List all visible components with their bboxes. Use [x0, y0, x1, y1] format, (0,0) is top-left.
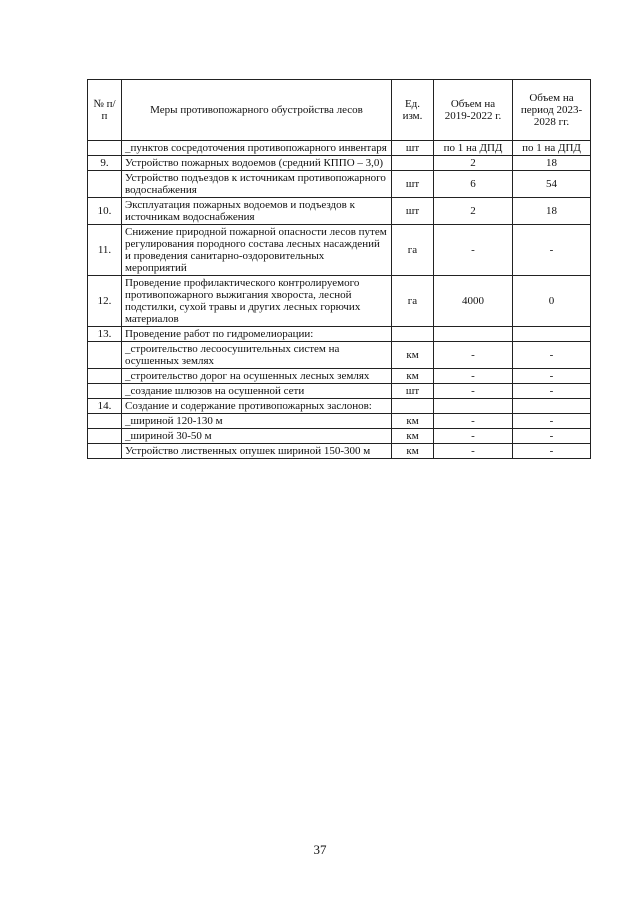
row-volume-2019-2022: 6 [434, 171, 513, 198]
row-measure: _шириной 30-50 м [122, 429, 392, 444]
row-measure: Эксплуатация пожарных водоемов и подъездов к источникам водоснабжения [122, 198, 392, 225]
row-volume-2023-2028: по 1 на ДПД [513, 141, 591, 156]
table-row [88, 198, 591, 225]
table-row [88, 429, 591, 444]
row-measure: _строительство дорог на осушенных лесных землях [122, 369, 392, 384]
row-unit: шт [392, 384, 434, 399]
row-measure: Устройство подъездов к источникам противопожарного водоснабжения [122, 171, 392, 198]
row-volume-2019-2022: - [434, 225, 513, 276]
table-row [88, 171, 591, 198]
row-volume-2019-2022: - [434, 342, 513, 369]
row-unit: шт [392, 141, 434, 156]
header-measure: Меры противопожарного обустройства лесов [122, 80, 392, 141]
header-unit: Ед. изм. [392, 80, 434, 141]
row-volume-2019-2022: - [434, 384, 513, 399]
table-row [88, 399, 591, 414]
row-volume-2023-2028: 54 [513, 171, 591, 198]
row-measure: Проведение профилактического контролируемого противопожарного выжигания хвороста, лесной подстилки, сухой травы и других лесных горючих материалов [122, 276, 392, 327]
table-row [88, 156, 591, 171]
header-volume-2023-2028: Объем на период 2023-2028 гг. [513, 80, 591, 141]
row-volume-2023-2028 [513, 399, 591, 414]
row-measure: Устройство пожарных водоемов (средний КППО – 3,0) [122, 156, 392, 171]
row-number [88, 384, 122, 399]
header-volume-2019-2022: Объем на 2019-2022 г. [434, 80, 513, 141]
row-number [88, 444, 122, 459]
row-volume-2019-2022: - [434, 414, 513, 429]
row-measure: Создание и содержание противопожарных заслонов: [122, 399, 392, 414]
row-number: 14. [88, 399, 122, 414]
row-unit: км [392, 369, 434, 384]
row-measure: Устройство лиственных опушек шириной 150-300 м [122, 444, 392, 459]
row-unit [392, 399, 434, 414]
row-volume-2023-2028: 18 [513, 156, 591, 171]
table-row [88, 225, 591, 276]
row-volume-2019-2022: - [434, 369, 513, 384]
row-number [88, 171, 122, 198]
row-unit [392, 327, 434, 342]
table-row [88, 342, 591, 369]
row-volume-2019-2022: - [434, 429, 513, 444]
row-volume-2023-2028: - [513, 342, 591, 369]
row-unit: км [392, 414, 434, 429]
row-unit: км [392, 342, 434, 369]
row-number: 12. [88, 276, 122, 327]
row-volume-2019-2022: 2 [434, 198, 513, 225]
row-volume-2019-2022: по 1 на ДПД [434, 141, 513, 156]
row-number [88, 414, 122, 429]
row-volume-2019-2022 [434, 399, 513, 414]
row-measure: Снижение природной пожарной опасности лесов путем регулирования породного состава лесных насаждений и проведения санитарно-оздоровительных мероприятий [122, 225, 392, 276]
row-unit: га [392, 276, 434, 327]
row-number: 9. [88, 156, 122, 171]
row-measure: _создание шлюзов на осушенной сети [122, 384, 392, 399]
row-volume-2019-2022: - [434, 444, 513, 459]
row-number [88, 429, 122, 444]
header-num: № п/п [88, 80, 122, 141]
row-measure: _пунктов сосредоточения противопожарного инвентаря [122, 141, 392, 156]
table-body [88, 141, 591, 459]
row-volume-2019-2022: 4000 [434, 276, 513, 327]
row-number [88, 342, 122, 369]
table-row [88, 327, 591, 342]
table-row [88, 444, 591, 459]
table-row [88, 369, 591, 384]
row-volume-2023-2028: - [513, 384, 591, 399]
page-number: 37 [313, 842, 327, 857]
table-row [88, 276, 591, 327]
row-volume-2023-2028 [513, 327, 591, 342]
row-unit: га [392, 225, 434, 276]
row-number: 13. [88, 327, 122, 342]
row-unit: км [392, 444, 434, 459]
row-unit [392, 156, 434, 171]
row-volume-2023-2028: - [513, 429, 591, 444]
row-volume-2023-2028: - [513, 369, 591, 384]
row-number [88, 141, 122, 156]
table-row [88, 141, 591, 156]
fire-measures-table [87, 79, 591, 459]
row-unit: шт [392, 198, 434, 225]
row-unit: км [392, 429, 434, 444]
table-row [88, 384, 591, 399]
row-unit: шт [392, 171, 434, 198]
row-volume-2019-2022 [434, 327, 513, 342]
row-measure: _шириной 120-130 м [122, 414, 392, 429]
row-number: 11. [88, 225, 122, 276]
row-volume-2023-2028: - [513, 414, 591, 429]
row-volume-2023-2028: - [513, 444, 591, 459]
row-measure: Проведение работ по гидромелиорации: [122, 327, 392, 342]
row-measure: _строительство лесоосушительных систем на осушенных землях [122, 342, 392, 369]
row-volume-2023-2028: 18 [513, 198, 591, 225]
row-number: 10. [88, 198, 122, 225]
table-row [88, 414, 591, 429]
row-number [88, 369, 122, 384]
table-header-row [88, 80, 591, 141]
row-volume-2019-2022: 2 [434, 156, 513, 171]
row-volume-2023-2028: - [513, 225, 591, 276]
row-volume-2023-2028: 0 [513, 276, 591, 327]
